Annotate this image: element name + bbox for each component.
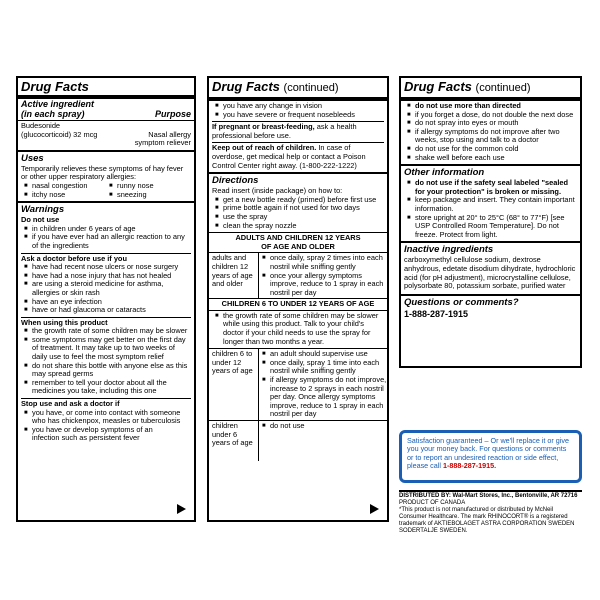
warning-item: ■ do not spray into eyes or mouth [404,119,577,128]
warning-item: ■ you have or develop symptoms of an infection such as persistent fever [21,426,191,443]
ingredient-name: Budesonide [21,121,61,130]
other-info-item: ■ do not use if the safety seal labeled "sealed for your protection" is broken or missing. [404,179,577,196]
keep-out-text: In case of overdose, get medical help or contact a Poison Control Center right away. (1-800-222-1222) [212,143,366,170]
when-using-heading: When using this product [21,317,108,327]
product-origin: PRODUCT OF CANADA [399,500,466,506]
children-heading: CHILDREN 6 TO UNDER 12 YEARS OF AGE [209,299,387,311]
distributor-info [399,490,582,534]
warning-item: ■ do not use more than directed [404,102,577,111]
per-spray-label: (in each spray) [21,109,85,119]
direction-item: ■ prime bottle again if not used for two days [212,204,384,213]
dosage-item: ■ once daily, spray 2 times into each nostril while sniffing gently [259,254,387,271]
dosage-item: ■ do not use [259,422,387,431]
dosage-item: ■ an adult should supervise use [259,350,387,359]
symptom-item: ■ itchy nose [21,191,106,200]
warning-item: ■ do not use for the common cold [404,145,577,154]
panel-title: Drug Facts [404,79,472,94]
stop-use-heading: Stop use and ask a doctor if [21,399,120,409]
other-info-item: ■ store upright at 20° to 25°C (68° to 77°F) [see USP Controlled Room Temperature]. Do not freeze. Protect from light. [404,214,577,240]
continue-arrow-icon [177,504,186,514]
directions-header: Directions [209,172,387,187]
direction-item: ■ use the spray [212,213,384,222]
direction-item: ■ clean the spray nozzle [212,222,384,231]
warning-item: ■ some symptoms may get better on the first day of treatment. It may take up to two weeks of daily use to feel the most symptom relief [21,336,191,362]
keep-out-heading: Keep out of reach of children. [212,143,317,153]
warning-item: ■ if you forget a dose, do not double the next dose [404,111,577,120]
warning-item: ■ if allergy symptoms do not improve after two weeks, stop using and talk to a doctor [404,128,577,145]
uses-header: Uses [18,150,194,165]
other-info-item: ■ keep package and insert. They contain important information. [404,196,577,213]
warning-item: ■ are using a steroid medicine for asthma, allergies or skin rash [21,280,191,297]
drug-facts-panel-2 [207,76,389,522]
inactive-text: carboxymethyl cellulose sodium, dextrose anhydrous, edetate disodium dihydrate, hydrochloric acid (for pH adjustment), microcrystalline cellulose, polysorbate 80, potassium sorbate, purified water [404,255,576,291]
guarantee-text: Satisfaction guaranteed – Or we'll replace it or give you your money back. For questions or comments or to report an undesired reaction or side effect, please call [407,436,569,471]
questions-phone: 1-888-287-1915 [404,308,469,319]
children-label: children 6 to under 12 years of age [209,349,259,420]
ask-doctor-heading: Ask a doctor before use if you [21,253,127,263]
warning-item: ■ you have, or come into contact with someone who has chickenpox, measles or tuberculosis [21,409,191,426]
warning-item: ■ have an eye infection [21,298,191,307]
dosage-item: ■ once your allergy symptoms improve, reduce to 1 spray in each nostril per day [259,272,387,298]
trademark-note: *This product is not manufactured or distributed by McNeil Consumer Healthcare. The mark RHINOCORT® is a registered trademark of AKTIEBOLAGET ASTRA CORPORATION SWEDEN SODERTALJE SWEDEN. [399,507,575,534]
symptom-item: ■ sneezing [106,191,191,200]
warning-item: ■ if you have ever had an allergic reaction to any of the ingredients [21,233,191,250]
panel-title: Drug Facts [212,79,280,94]
guarantee-phone: 1-888-287-1915. [442,461,497,471]
warning-item: ■ remember to tell your doctor about all the medicines you take, including this one [21,379,191,396]
purpose-header: Purpose [154,109,191,119]
pregnant-text: ask a health professional before use. [212,122,357,140]
warnings-header: Warnings [18,201,194,216]
continue-arrow-icon [370,504,379,514]
warning-item: ■ you have any change in vision [212,102,384,111]
panel-title: Drug Facts [18,78,194,99]
warning-item: ■ you have severe or frequent nosebleeds [212,111,384,120]
ingredient-amount: (glucocorticoid) 32 mcg [21,129,98,139]
other-info-header: Other information [401,164,580,179]
purpose-value: Nasal allergy symptom reliever [134,129,191,148]
active-ingredient-header: Active ingredient [21,99,95,109]
continued-label: (continued) [283,82,339,94]
adults-heading: ADULTS AND CHILDREN 12 YEARS OF AGE AND OLDER [209,232,387,253]
continued-label: (continued) [475,82,531,94]
warning-item: ■ the growth rate of some children may be slower [21,327,191,336]
children-note: ■ the growth rate of some children may be slower while using this product. Talk to your child's doctor if your child needs to use the spray for longer than two months a year. [212,312,384,346]
under6-label: children under 6 years of age [209,421,259,461]
dosage-item: ■ once daily, spray 1 time into each nostril while sniffing gently [259,359,387,376]
drug-facts-panel-1 [16,76,196,522]
warning-item: ■ do not share this bottle with anyone else as this may spread germs [21,362,191,379]
inactive-header: Inactive ingredients [401,241,580,256]
distributed-by: DISTRIBUTED BY: Wal-Mart Stores, Inc., Bentonville, AR 72716 [399,493,578,499]
directions-intro: Read insert (inside package) on how to: [212,186,343,196]
warning-item: ■ have had a nose injury that has not healed [21,272,191,281]
direction-item: ■ get a new bottle ready (primed) before first use [212,196,384,205]
do-not-use-heading: Do not use [21,215,60,225]
questions-header: Questions or comments? [401,294,580,309]
uses-text: Temporarily relieves these symptoms of hay fever or other upper respiratory allergies: [21,163,184,182]
warning-item: ■ shake well before each use [404,154,577,163]
satisfaction-guarantee-box [399,430,582,483]
pregnant-heading: If pregnant or breast-feeding, [212,122,315,132]
warning-item: ■ in children under 6 years of age [21,225,191,234]
symptom-item: ■ nasal congestion [21,182,106,191]
dosage-item: ■ if allergy symptoms do not improve, increase to 2 sprays in each nostril per day. Once allergy symptoms improve, reduce to 1 spray in each nostril per day [259,376,387,419]
adults-label: adults and children 12 years of age and older [209,253,259,298]
drug-facts-panel-3 [399,76,582,368]
symptom-item: ■ runny nose [106,182,191,191]
warning-item: ■ have had recent nose ulcers or nose surgery [21,263,191,272]
warning-item: ■ have or had glaucoma or cataracts [21,306,191,315]
